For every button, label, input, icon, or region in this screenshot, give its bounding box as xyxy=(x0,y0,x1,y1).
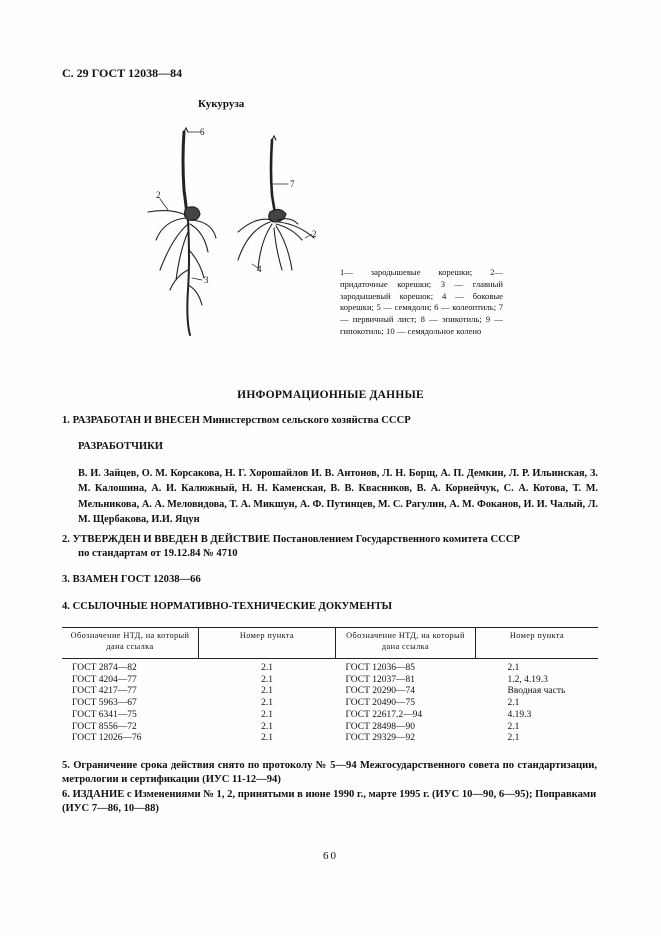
doc-cell: ГОСТ 20490—75 xyxy=(345,698,415,709)
item-3-replaces: 3. ВЗАМЕН ГОСТ 12038—66 xyxy=(62,574,201,585)
table-row xyxy=(62,698,598,710)
doc-cell: ГОСТ 2874—82 xyxy=(72,663,137,673)
doc-cell: ГОСТ 5963—67 xyxy=(72,698,137,709)
doc-cell: ГОСТ 12037—81 xyxy=(345,674,415,685)
point-cell: 2.1 xyxy=(507,663,520,673)
developers-list: В. И. Зайцев, О. М. Корсакова, Н. Г. Хорошайлов И. В. Антонов, Л. Н. Борщ, А. П. Демкин, Л. Р. Ильинская, З. М. Калошина, А. И. Калюжный, Н. Н. Каменская, В. В. Квасников, В. А. Корнейчук, С. А. Котова, Т. М. Мельникова, А. А. Меловидова, Т. А. Микшун, А. Ф. Путинцев, М. С. Рагулин, А. М. Фоканов, И. И. Чалый, Л. М. Щербакова, И.И. Яцун xyxy=(78,468,598,525)
corn-seedling-illustration xyxy=(120,120,340,360)
point-cell: 4.19.3 xyxy=(507,709,532,720)
developers-title: РАЗРАБОТЧИКИ xyxy=(78,441,164,452)
point-cell: 2.1 xyxy=(261,721,273,732)
table-row xyxy=(62,659,598,675)
figure-label-2-right: 2 xyxy=(312,229,317,239)
doc-cell: ГОСТ 29329—92 xyxy=(345,733,415,744)
page-number: 60 xyxy=(323,850,338,862)
references-table xyxy=(62,627,598,745)
point-cell: 2.1 xyxy=(507,721,520,732)
item-2-approved-line1: 2. УТВЕРЖДЕН И ВВЕДЕН В ДЕЙСТВИЕ Постановлением Государственного комитета СССР xyxy=(62,534,520,545)
item-1-developed: 1. РАЗРАБОТАН И ВНЕСЕН Министерством сельского хозяйства СССР xyxy=(62,415,411,426)
point-cell: Вводная часть xyxy=(507,686,566,697)
point-cell: 2.1 xyxy=(507,698,520,709)
page-header: С. 29 ГОСТ 12038—84 xyxy=(62,66,183,80)
section-title: ИНФОРМАЦИОННЫЕ ДАННЫЕ xyxy=(237,389,424,401)
point-cell: 2.1 xyxy=(261,686,273,697)
figure-label-3: 3 xyxy=(204,275,209,285)
col-doc-right: Обозначение НТД, на который дана ссылка xyxy=(336,628,476,659)
col-point-left: Номер пункта xyxy=(199,628,336,659)
point-cell: 2.1 xyxy=(261,698,273,709)
item-5-term-limit: 5. Ограничение срока действия снято по протоколу № 5—94 Межгосударственного совета по стандартизации, метрологии и сертификации (ИУС 11-12—94) xyxy=(62,760,597,785)
doc-cell: ГОСТ 12036—85 xyxy=(345,663,415,673)
figure-label-4: 4 xyxy=(257,264,262,274)
point-cell: 2.1 xyxy=(261,663,273,673)
doc-cell: ГОСТ 4204—77 xyxy=(72,674,137,685)
doc-cell: ГОСТ 4217—77 xyxy=(72,686,137,697)
table-row xyxy=(62,675,598,687)
figure-title: Кукуруза xyxy=(198,98,245,110)
point-cell: 2.1 xyxy=(507,733,520,744)
figure-label-6: 6 xyxy=(200,127,205,137)
point-cell: 2.1 xyxy=(261,709,273,720)
point-cell: 2.1 xyxy=(261,733,273,744)
figure-label-2-left: 2 xyxy=(156,190,161,200)
item-6-edition: 6. ИЗДАНИЕ с Изменениями № 1, 2, принятыми в июне 1990 г., марте 1995 г. (ИУС 10—90, 6—95); Поправками (ИУС 7—86, 10—88) xyxy=(62,789,597,814)
item-4-references: 4. ССЫЛОЧНЫЕ НОРМАТИВНО-ТЕХНИЧЕСКИЕ ДОКУМЕНТЫ xyxy=(62,601,393,612)
col-doc-left: Обозначение НТД, на который дана ссылка xyxy=(62,628,199,659)
point-cell: 2.1 xyxy=(261,674,273,685)
table-row xyxy=(62,710,598,722)
doc-cell: ГОСТ 20290—74 xyxy=(345,686,415,697)
col-point-right: Номер пункта xyxy=(476,628,599,659)
figure-legend: 1— зародышевые корешки; 2— придаточные корешки; 3 — главный зародышевый корешок; 4 — боковые корешки; 5 — семядоли; 6 — колеоптиль; 7— первичный лист; 8 — эпикотиль; 9 — гипокотиль; 10 — семядольное колено xyxy=(340,267,503,336)
table-row xyxy=(62,733,598,745)
table-row xyxy=(62,686,598,698)
doc-cell: ГОСТ 22617.2—94 xyxy=(345,709,423,720)
doc-cell: ГОСТ 12026—76 xyxy=(72,733,142,744)
doc-cell: ГОСТ 8556—72 xyxy=(72,721,137,732)
table-row xyxy=(62,722,598,734)
doc-cell: ГОСТ 28498—90 xyxy=(345,721,415,732)
item-2-approved-line2: по стандартам от 19.12.84 № 4710 xyxy=(78,548,238,559)
point-cell: 1.2, 4.19.3 xyxy=(507,674,548,685)
table-header-row xyxy=(62,628,598,659)
doc-cell: ГОСТ 6341—75 xyxy=(72,709,137,720)
figure-label-7: 7 xyxy=(290,179,295,189)
